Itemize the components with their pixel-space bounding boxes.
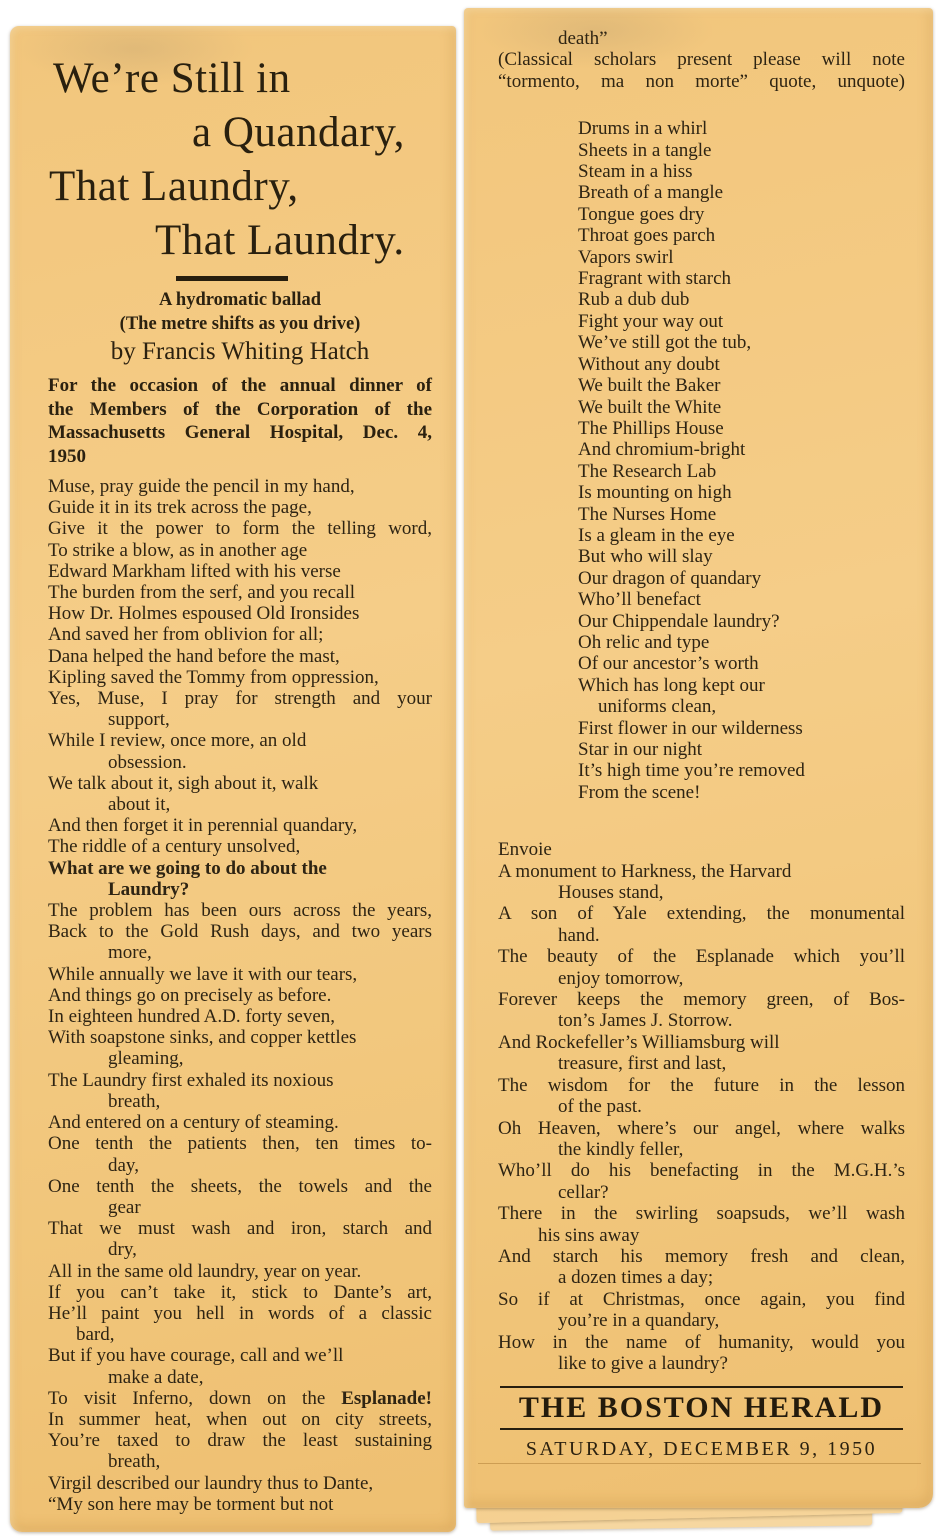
headline-divider <box>176 276 288 281</box>
chant-line: Steam in a hiss <box>578 161 693 183</box>
masthead-rule-bottom <box>500 1428 903 1430</box>
chant-line: We built the White <box>578 396 722 418</box>
chant-line: Is mounting on high <box>578 482 732 504</box>
verse-line: The burden from the serf, and you recall <box>48 582 356 604</box>
verse-line: But if you have courage, call and we’ll <box>48 1345 344 1367</box>
verse-line: We talk about it, sigh about it, walk <box>48 772 319 794</box>
verse-line: a dozen times a day; <box>558 1267 714 1289</box>
chant-line: The Phillips House <box>578 417 724 439</box>
headline-line: We’re Still in <box>53 55 291 102</box>
verse-line: Yes, Muse, I pray for strength and your <box>48 688 432 710</box>
verse-line: You’re taxed to draw the least sustaining <box>48 1430 432 1452</box>
verse-line: And Rockefeller’s Williamsburg will <box>498 1031 780 1053</box>
verse-line: “My son here may be torment but not <box>48 1493 334 1515</box>
chant-line: Our Chippendale laundry? <box>578 610 780 632</box>
verse-line: gleaming, <box>108 1048 184 1070</box>
poem-envoi <box>498 839 905 1374</box>
headline-line: That Laundry. <box>155 217 405 264</box>
verse-line: And things go on precisely as before. <box>48 984 332 1006</box>
newspaper-masthead: THE BOSTON HERALD <box>518 1391 885 1425</box>
verse-line: Envoie <box>498 839 552 861</box>
verse-line: In summer heat, when out on city streets, <box>48 1408 432 1430</box>
verse-line: One tenth the patients then, ten times to- <box>48 1133 432 1155</box>
chant-line: First flower in our wilderness <box>578 717 803 739</box>
chant-line: Fragrant with starch <box>578 268 732 290</box>
chant-line: And chromium-bright <box>578 439 746 461</box>
verse-line: you’re in a quandary, <box>558 1310 720 1332</box>
verse-line: of the past. <box>558 1096 642 1118</box>
right-clipping-page <box>464 8 933 1508</box>
issue-dateline: SATURDAY, DECEMBER 9, 1950 <box>525 1438 878 1461</box>
verse-line: the kindly feller, <box>558 1138 684 1160</box>
verse-line: If you can’t take it, stick to Dante’s art, <box>48 1281 432 1303</box>
verse-line: With soapstone sinks, and copper kettles <box>48 1027 357 1049</box>
verse-line: enjoy tomorrow, <box>558 967 684 989</box>
verse-line: make a date, <box>108 1366 204 1388</box>
verse-line: While annually we lave it with our tears, <box>48 963 358 985</box>
chant-line: Throat goes parch <box>578 225 716 247</box>
verse-line: “tormento, ma non morte” quote, unquote) <box>498 70 905 92</box>
verse-line: So if at Christmas, once again, you find <box>498 1288 905 1310</box>
chant-line: But who will slay <box>578 546 713 568</box>
verse-line: To visit Inferno, down on the Esplanade! <box>48 1387 432 1409</box>
chant-line: We built the Baker <box>578 375 721 397</box>
verse-line: While I review, once more, an old <box>48 730 307 752</box>
chant-line: It’s high time you’re removed <box>578 760 805 782</box>
poem-carryover <box>498 28 905 92</box>
chant-line: The Nurses Home <box>578 503 717 525</box>
poem-left-column <box>48 476 432 1515</box>
verse-line: gear <box>108 1196 141 1218</box>
chant-line: Drums in a whirl <box>578 118 708 140</box>
dedication-line: 1950 <box>48 445 86 467</box>
verse-line: treasure, first and last, <box>558 1053 727 1075</box>
verse-line: breath, <box>108 1451 161 1473</box>
dedication <box>48 374 432 468</box>
verse-line: Back to the Gold Rush days, and two years <box>48 921 432 943</box>
ballad-note: (The metre shifts as you drive) <box>119 313 361 334</box>
chant-line: Our dragon of quandary <box>578 567 762 589</box>
verse-line: Oh Heaven, where’s our angel, where walks <box>498 1117 905 1139</box>
verse-line: Give it the power to form the telling word, <box>48 518 432 540</box>
verse-line: Forever keeps the memory green, of Bos- <box>498 989 905 1011</box>
verse-line: dry, <box>108 1239 137 1261</box>
chant-line: Sheets in a tangle <box>578 139 712 161</box>
verse-line: And saved her from oblivion for all; <box>48 624 324 646</box>
chant-line: uniforms clean, <box>598 696 717 718</box>
verse-line: breath, <box>108 1090 161 1112</box>
verse-line: To strike a blow, as in another age <box>48 539 308 561</box>
verse-line: Muse, pray guide the pencil in my hand, <box>48 476 355 497</box>
verse-line: The riddle of a century unsolved, <box>48 836 301 858</box>
dedication-line: Massachusetts General Hospital, Dec. 4, <box>48 422 432 443</box>
verse-line: Edward Markham lifted with his verse <box>48 560 341 582</box>
verse-line: In eighteen hundred A.D. forty seven, <box>48 1006 336 1028</box>
chant-line: Oh relic and type <box>578 631 710 653</box>
dedication-line: For the occasion of the annual dinner of <box>48 375 432 396</box>
verse-line: Virgil described our laundry thus to Dante, <box>48 1472 374 1494</box>
verse-line: The wisdom for the future in the lesson <box>498 1074 905 1096</box>
chant-line: Tongue goes dry <box>578 203 705 225</box>
chant-line: The Research Lab <box>578 460 717 482</box>
byline: by Francis Whiting Hatch <box>110 338 370 365</box>
verse-line: He’ll paint you hell in words of a classic <box>48 1302 432 1324</box>
headline-line: a Quandary, <box>192 109 405 156</box>
verse-line: about it, <box>108 794 171 816</box>
verse-line: Houses stand, <box>558 882 664 904</box>
chant-line: Is a gleam in the eye <box>578 524 735 546</box>
verse-line: And then forget it in perennial quandary, <box>48 815 358 837</box>
verse-line: The Laundry first exhaled its noxious <box>48 1069 334 1091</box>
chant-line: Star in our night <box>578 739 703 760</box>
verse-line: What are we going to do about the <box>48 857 327 879</box>
verse-line: That we must wash and iron, starch and <box>48 1218 432 1240</box>
verse-line: ton’s James J. Storrow. <box>558 1010 733 1032</box>
verse-line: bard, <box>76 1324 115 1346</box>
verse-line: obsession. <box>108 751 187 773</box>
verse-line: A monument to Harkness, the Harvard <box>498 860 792 882</box>
verse-line: Kipling saved the Tommy from oppression, <box>48 666 379 688</box>
chant-line: Fight your way out <box>578 310 724 332</box>
chant-line: Rub a dub dub <box>578 289 690 311</box>
chant-line: From the scene! <box>578 781 701 803</box>
ballad-subtitle: A hydromatic ballad <box>158 290 322 310</box>
verse-line: All in the same old laundry, year on year. <box>48 1260 362 1282</box>
verse-line: One tenth the sheets, the towels and the <box>48 1175 432 1197</box>
chant-line: Breath of a mangle <box>578 182 724 204</box>
poem-chant <box>498 118 905 803</box>
verse-line: hand. <box>558 924 600 946</box>
verse-line: death” <box>558 28 608 49</box>
headline <box>48 52 432 268</box>
verse-line: like to give a laundry? <box>558 1352 728 1374</box>
verse-line: Laundry? <box>108 878 190 900</box>
verse-line: more, <box>108 942 152 964</box>
verse-line: (Classical scholars present please will note <box>498 49 905 71</box>
verse-line: How in the name of humanity, would you <box>498 1331 905 1353</box>
verse-line: Who’ll do his benefacting in the M.G.H.’s <box>498 1160 905 1182</box>
verse-line: How Dr. Holmes espoused Old Ironsides <box>48 603 360 625</box>
dedication-line: the Members of the Corporation of the <box>48 398 432 420</box>
chant-line: Who’ll benefact <box>578 589 701 611</box>
chant-line: Vapors swirl <box>578 246 674 268</box>
verse-line: his sins away <box>538 1224 640 1246</box>
left-clipping-page <box>10 26 456 1532</box>
verse-line: cellar? <box>558 1181 609 1203</box>
headline-line: That Laundry, <box>49 163 299 210</box>
verse-line: support, <box>108 709 170 731</box>
verse-line: day, <box>108 1154 139 1176</box>
chant-line: Without any doubt <box>578 353 720 375</box>
verse-line: Guide it in its trek across the page, <box>48 497 312 519</box>
verse-line: A son of Yale extending, the monumental <box>498 903 905 925</box>
verse-line: And starch his memory fresh and clean, <box>498 1245 905 1267</box>
verse-line: And entered on a century of steaming. <box>48 1112 339 1134</box>
chant-line: We’ve still got the tub, <box>578 332 752 354</box>
chant-line: Of our ancestor’s worth <box>578 653 759 675</box>
chant-line: Which has long kept our <box>578 674 765 696</box>
verse-line: There in the swirling soapsuds, we’ll wash <box>498 1203 905 1225</box>
verse-line: The problem has been ours across the years, <box>48 900 432 922</box>
verse-line: The beauty of the Esplanade which you’ll <box>498 946 905 968</box>
verse-line: Dana helped the hand before the mast, <box>48 645 340 667</box>
